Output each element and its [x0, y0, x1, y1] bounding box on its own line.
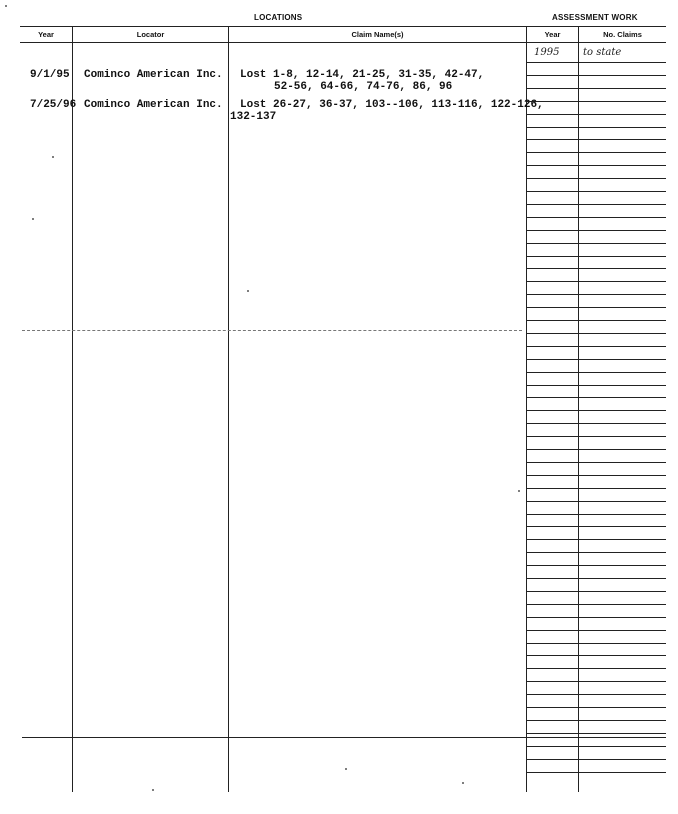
aw-ruled-line [526, 617, 666, 618]
aw-ruled-line [526, 552, 666, 553]
aw-ruled-line [526, 733, 666, 734]
aw-ruled-line [526, 410, 666, 411]
aw-ruled-line [526, 152, 666, 153]
aw-ruled-line [526, 101, 666, 102]
aw-ruled-line [526, 578, 666, 579]
row2-locator: Cominco American Inc. [84, 99, 223, 111]
scan-artifact-line-mid [22, 330, 522, 331]
aw-ruled-line [526, 655, 666, 656]
aw-ruled-line [526, 462, 666, 463]
bottom-rule [22, 737, 666, 738]
aw-ruled-line [526, 449, 666, 450]
row2-claims-line1: Lost 26-27, 36-37, 103--106, 113-116, 122-126, [240, 99, 544, 111]
aw-ruled-line [526, 372, 666, 373]
col-header-aw-no-claims: No. Claims [603, 30, 642, 39]
aw-ruled-line [526, 436, 666, 437]
aw-ruled-line [526, 62, 666, 63]
aw-ruled-line [526, 681, 666, 682]
scan-speck [247, 290, 249, 292]
aw-ruled-line [526, 488, 666, 489]
col-header-claim-names: Claim Name(s) [351, 30, 404, 39]
aw-ruled-line [526, 707, 666, 708]
aw-ruled-line [526, 191, 666, 192]
divider-locator-claims [228, 26, 229, 792]
aw-ruled-line [526, 294, 666, 295]
assessment-work-header: ASSESSMENT WORK [552, 13, 638, 22]
aw-ruled-line [526, 256, 666, 257]
aw-ruled-line [526, 759, 666, 760]
divider-claims-awyear [526, 26, 527, 792]
aw-ruled-line [526, 514, 666, 515]
col-header-year: Year [38, 30, 54, 39]
aw-ruled-line [526, 475, 666, 476]
aw-ruled-line [526, 230, 666, 231]
aw-ruled-line [526, 178, 666, 179]
header-top-rule [20, 26, 666, 27]
aw-ruled-line [526, 423, 666, 424]
scan-speck [345, 768, 347, 770]
scan-speck [152, 789, 154, 791]
aw-ruled-line [526, 746, 666, 747]
aw-ruled-line [526, 591, 666, 592]
locations-header: LOCATIONS [254, 13, 303, 22]
aw-ruled-line [526, 565, 666, 566]
row2-year: 7/25/96 [30, 99, 77, 111]
divider-year-locator [72, 26, 73, 792]
aw-ruled-line [526, 88, 666, 89]
scan-speck [462, 782, 464, 784]
aw-ruled-line [526, 333, 666, 334]
aw-ruled-line [526, 268, 666, 269]
aw-ruled-line [526, 165, 666, 166]
aw-ruled-line [526, 630, 666, 631]
aw-ruled-line [526, 668, 666, 669]
scan-speck [32, 218, 34, 220]
aw-ruled-line [526, 346, 666, 347]
aw-ruled-line [526, 320, 666, 321]
aw-ruled-line [526, 75, 666, 76]
aw-ruled-line [526, 539, 666, 540]
header-bottom-rule [20, 42, 666, 43]
aw-ruled-line [526, 307, 666, 308]
aw-ruled-line [526, 772, 666, 773]
aw-ruled-line [526, 694, 666, 695]
aw-row1-no-claims: to state [583, 47, 622, 58]
aw-ruled-line [526, 204, 666, 205]
aw-row1-year: 1995 [534, 47, 560, 58]
aw-ruled-line [526, 359, 666, 360]
scan-speck [518, 490, 520, 492]
aw-ruled-line [526, 281, 666, 282]
aw-ruled-line [526, 720, 666, 721]
scan-speck [52, 156, 54, 158]
divider-awyear-noclaims [578, 26, 579, 792]
aw-ruled-line [526, 397, 666, 398]
aw-ruled-line [526, 526, 666, 527]
row1-year: 9/1/95 [30, 69, 70, 81]
row1-claims-line2: 52-56, 64-66, 74-76, 86, 96 [274, 81, 453, 93]
row1-locator: Cominco American Inc. [84, 69, 223, 81]
col-header-aw-year: Year [544, 30, 561, 39]
aw-ruled-line [526, 217, 666, 218]
col-header-locator: Locator [136, 30, 165, 39]
aw-ruled-line [526, 501, 666, 502]
aw-ruled-line [526, 385, 666, 386]
aw-ruled-line [526, 604, 666, 605]
row2-claims-line2: 132-137 [230, 111, 277, 123]
aw-ruled-line [526, 127, 666, 128]
row1-claims-line1: Lost 1-8, 12-14, 21-25, 31-35, 42-47, [240, 69, 485, 81]
aw-ruled-line [526, 139, 666, 140]
scan-speck [5, 5, 7, 7]
aw-ruled-line [526, 114, 666, 115]
aw-ruled-line [526, 643, 666, 644]
aw-ruled-line [526, 243, 666, 244]
